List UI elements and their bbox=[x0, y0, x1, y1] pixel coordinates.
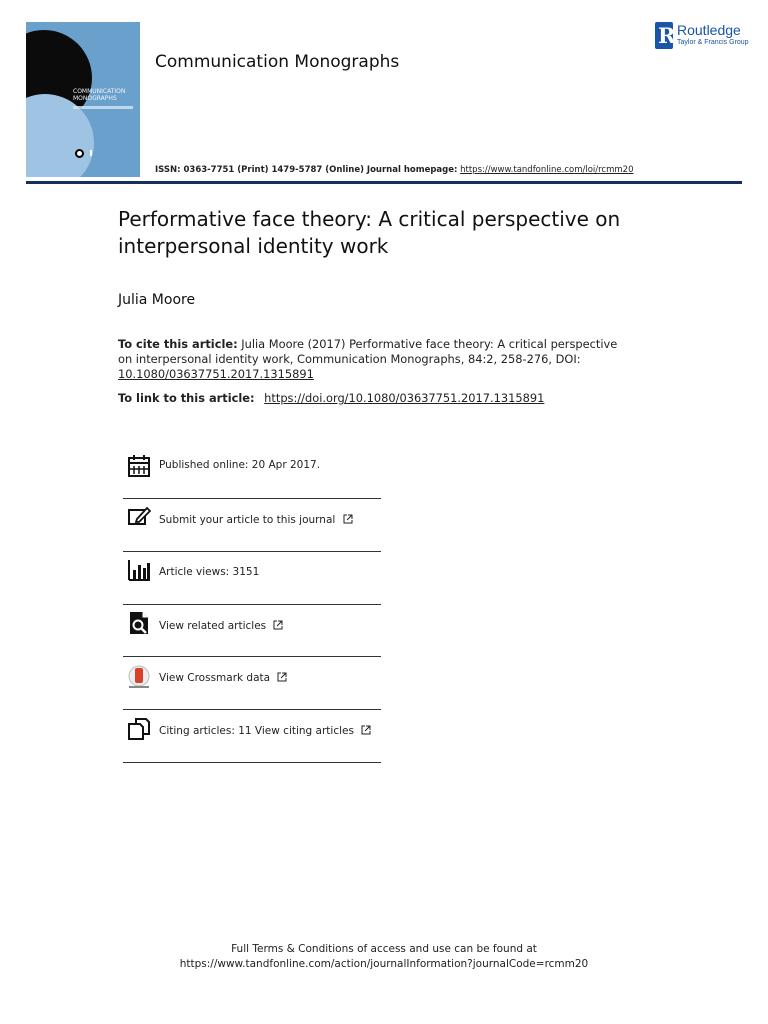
related-label: View related articles bbox=[159, 620, 267, 632]
issn-line bbox=[155, 165, 633, 175]
citing-articles-link[interactable] bbox=[159, 725, 371, 737]
footer-line-1: Full Terms & Conditions of access and use can be found at bbox=[231, 943, 537, 955]
crossmark-icon bbox=[127, 665, 151, 689]
external-link-icon bbox=[343, 514, 353, 524]
cover-subtitle-line bbox=[73, 106, 133, 109]
header-divider bbox=[26, 181, 742, 184]
edit-icon bbox=[127, 505, 151, 529]
citation-block bbox=[118, 337, 618, 382]
journal-name: Communication Monographs bbox=[155, 52, 400, 72]
link-label: To link to this article: bbox=[118, 391, 255, 405]
citing-documents-icon bbox=[127, 717, 151, 741]
routledge-logo-icon: R bbox=[655, 22, 673, 49]
cover-title: COMMUNICATION MONOGRAPHS bbox=[73, 88, 126, 102]
footer-terms bbox=[0, 942, 768, 972]
external-link-icon bbox=[273, 620, 283, 630]
article-views: Article views: 3151 bbox=[159, 566, 260, 578]
cover-publisher-mark bbox=[90, 150, 126, 156]
citing-row[interactable] bbox=[123, 710, 381, 763]
published-date: Published online: 20 Apr 2017. bbox=[159, 459, 321, 471]
cite-doi-link[interactable]: 10.1080/03637751.2017.1315891 bbox=[118, 367, 314, 381]
submit-row[interactable] bbox=[123, 499, 381, 552]
search-document-icon bbox=[127, 611, 151, 635]
crossmark-label: View Crossmark data bbox=[159, 672, 271, 684]
cite-label: To cite this article: bbox=[118, 337, 238, 351]
crossmark-row[interactable] bbox=[123, 657, 381, 710]
journal-cover-image bbox=[26, 22, 140, 177]
external-link-icon bbox=[277, 672, 287, 682]
footer-terms-link[interactable]: https://www.tandfonline.com/action/journalInformation?journalCode=rcmm20 bbox=[179, 958, 589, 970]
article-title: Performative face theory: A critical perspective on interpersonal identity work bbox=[118, 207, 621, 258]
external-link-icon bbox=[361, 725, 371, 735]
submit-article-link[interactable] bbox=[159, 514, 353, 526]
cite-text: Julia Moore (2017) Performative face theory: A critical perspective on interpersonal identity work, Communication Monographs, 84:2, 258-276, DOI: bbox=[118, 337, 618, 366]
article-link-line bbox=[118, 391, 544, 405]
publisher-name: Routledge bbox=[677, 22, 741, 38]
related-articles-link[interactable] bbox=[159, 620, 283, 632]
journal-homepage-link[interactable]: https://www.tandfonline.com/loi/rcmm20 bbox=[460, 165, 634, 175]
article-author: Julia Moore bbox=[118, 292, 196, 308]
submit-label: Submit your article to this journal bbox=[159, 514, 336, 526]
cover-logo-icon bbox=[75, 149, 84, 158]
related-row[interactable] bbox=[123, 605, 381, 657]
article-doi-link[interactable]: https://doi.org/10.1080/03637751.2017.1315891 bbox=[264, 391, 545, 405]
views-row bbox=[123, 552, 381, 605]
bar-chart-icon bbox=[127, 558, 151, 582]
crossmark-link[interactable] bbox=[159, 672, 287, 684]
publisher-subtitle: Taylor & Francis Group bbox=[677, 39, 749, 46]
calendar-icon bbox=[127, 454, 151, 478]
issn-label: ISSN: 0363-7751 (Print) 1479-5787 (Online) Journal homepage: bbox=[155, 165, 458, 175]
published-row bbox=[123, 446, 381, 499]
citing-label: Citing articles: 11 View citing articles bbox=[159, 725, 354, 737]
